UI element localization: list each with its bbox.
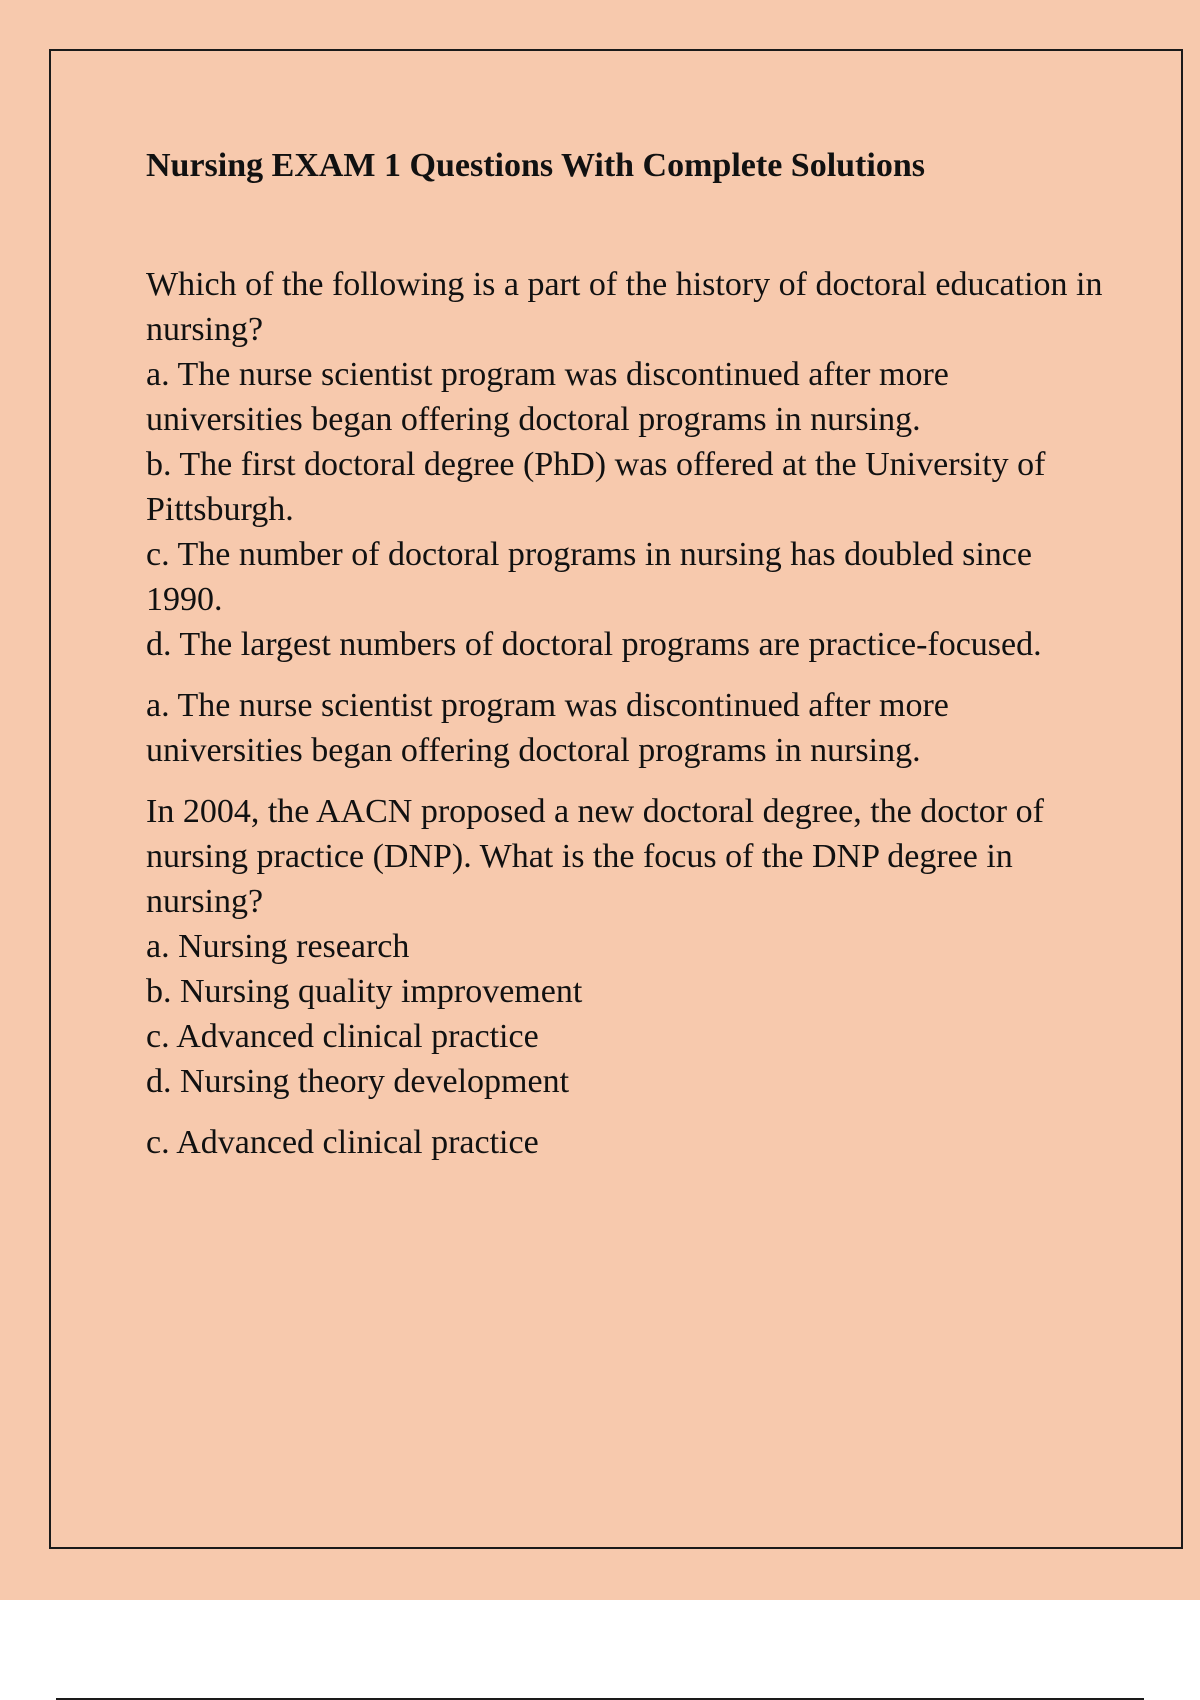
question-text: Which of the following is a part of the history of doctoral education in nursing? xyxy=(146,266,1103,348)
option-c: c. The number of doctoral programs in nursing has doubled since 1990. xyxy=(146,536,1032,618)
answer-text: a. The nurse scientist program was discontinued after more universities began offering doctoral programs in nursing. xyxy=(146,687,949,769)
answer-text: c. Advanced clinical practice xyxy=(146,1124,539,1161)
question-options xyxy=(146,924,1106,1104)
question-2 xyxy=(146,789,1106,1165)
document-content xyxy=(146,140,1106,1165)
question-1 xyxy=(146,262,1106,773)
option-b: b. The first doctoral degree (PhD) was offered at the University of Pittsburgh. xyxy=(146,446,1046,528)
option-d: d. Nursing theory development xyxy=(146,1063,570,1100)
document-title: Nursing EXAM 1 Questions With Complete Solutions xyxy=(146,147,925,184)
option-d: d. The largest numbers of doctoral programs are practice-focused. xyxy=(146,626,1042,663)
question-text: In 2004, the AACN proposed a new doctoral degree, the doctor of nursing practice (DNP). What is the focus of the DNP degree in nursing? xyxy=(146,793,1044,920)
option-a: a. Nursing research xyxy=(146,928,410,965)
option-b: b. Nursing quality improvement xyxy=(146,973,583,1010)
option-a: a. The nurse scientist program was discontinued after more universities began offering doctoral programs in nursing. xyxy=(146,356,949,438)
option-c: c. Advanced clinical practice xyxy=(146,1018,539,1055)
question-options xyxy=(146,352,1106,667)
